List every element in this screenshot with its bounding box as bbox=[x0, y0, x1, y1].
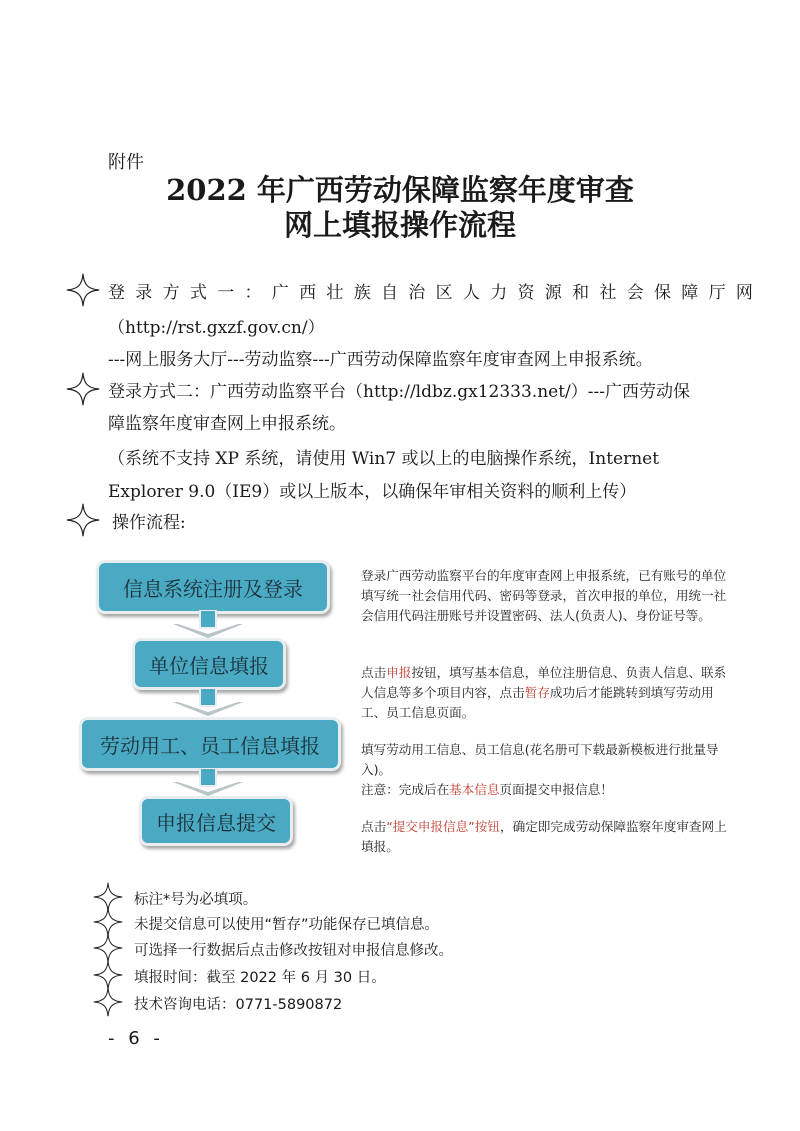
flow-step-label: 单位信息填报 bbox=[149, 653, 269, 678]
document-title-line1: 2022 年广西劳动保障监察年度审查 bbox=[166, 173, 634, 207]
star-bullet-icon bbox=[66, 503, 100, 537]
flow-step-unit-info bbox=[132, 638, 286, 690]
flow-step-register-login bbox=[96, 560, 330, 614]
login-method2-text-cont: 障监察年度审查网上申报系统。 bbox=[108, 414, 346, 434]
flow-step-submit bbox=[139, 796, 293, 846]
submit-button-ref: “提交申报信息”按钮 bbox=[386, 819, 500, 834]
star-bullet-icon bbox=[66, 372, 100, 406]
note-item: 技术咨询电话：0771-5890872 bbox=[134, 997, 343, 1013]
step2-text: 成功后才能跳转到填写劳动用工、员工信息页面。 bbox=[361, 685, 714, 720]
step3-description: 填写劳动用工信息、员工信息(花名册可下载最新模板进行批量导入)。 bbox=[361, 742, 719, 777]
login-method1-path: ---网上服务大厅---劳动监察---广西劳动保障监察年度审查网上申报系统。 bbox=[108, 350, 653, 370]
note-item: 未提交信息可以使用“暂存”功能保存已填信息。 bbox=[134, 917, 440, 933]
step3-note-text: 注意：完成后在 bbox=[361, 782, 450, 797]
note-item: 标注*号为必填项。 bbox=[134, 892, 258, 908]
step4-text: 点击 bbox=[361, 819, 387, 834]
flow-step-label: 信息系统注册及登录 bbox=[123, 576, 303, 601]
step2-text: 按钮，填写基本信息，单位注册信息、负责人信息、联系人信息等多个项目内容，点击 bbox=[361, 665, 727, 700]
save-draft-button-ref: 暂存 bbox=[524, 685, 550, 700]
step4-description bbox=[361, 817, 733, 857]
step3-note bbox=[361, 780, 733, 800]
attachment-label: 附件 bbox=[108, 152, 144, 173]
star-bullet-icon bbox=[66, 273, 100, 307]
step1-description: 登录广西劳动监察平台的年度审查网上申报系统，已有账号的单位填写统一社会信用代码、密码等登录，首次申报的单位，用统一社会信用代码注册账号并设置密码、法人(负责人)、身份证号等。 bbox=[361, 568, 727, 623]
flow-arrow-down-icon bbox=[168, 688, 248, 718]
star-bullet-icon bbox=[93, 960, 123, 990]
step4-text: ，确定即完成劳动保障监察年度审查网上填报。 bbox=[361, 819, 727, 854]
step3-note-text: 页面提交申报信息！ bbox=[499, 782, 613, 797]
basic-info-page-ref: 基本信息 bbox=[449, 782, 500, 797]
process-heading: 操作流程: bbox=[112, 513, 186, 533]
note-item: 填报时间：截至 2022 年 6 月 30 日。 bbox=[134, 970, 386, 986]
login-method2-text: 登录方式二：广西劳动监察平台（http://ldbz.gx12333.net/）---广西劳动保 bbox=[108, 382, 690, 402]
step2-description bbox=[361, 663, 733, 723]
flow-step-label: 劳动用工、员工信息填报 bbox=[100, 733, 320, 758]
step2-text: 点击 bbox=[361, 665, 387, 680]
star-bullet-icon bbox=[93, 933, 123, 963]
document-title-line2: 网上填报操作流程 bbox=[283, 208, 516, 242]
star-bullet-icon bbox=[93, 987, 123, 1017]
flow-step-labor-employee-info bbox=[79, 717, 341, 771]
note-item: 可选择一行数据后点击修改按钮对申报信息修改。 bbox=[134, 943, 453, 959]
page-number: - 6 - bbox=[108, 1028, 164, 1049]
declare-button-ref: 申报 bbox=[386, 665, 412, 680]
system-note-line1: （系统不支持 XP 系统，请使用 Win7 或以上的电脑操作系统，Internet bbox=[108, 449, 660, 469]
flow-step-label: 申报信息提交 bbox=[156, 810, 276, 835]
flow-arrow-down-icon bbox=[168, 768, 248, 798]
login-method1-url: （http://rst.gxzf.gov.cn/） bbox=[108, 318, 325, 338]
login-method1-text: 登录方式一：广西壮族自治区人力资源和社会保障厅网 bbox=[108, 283, 764, 303]
flow-arrow-down-icon bbox=[168, 610, 248, 640]
system-note-line2: Explorer 9.0（IE9）或以上版本，以确保年审相关资料的顺利上传） bbox=[108, 482, 637, 502]
